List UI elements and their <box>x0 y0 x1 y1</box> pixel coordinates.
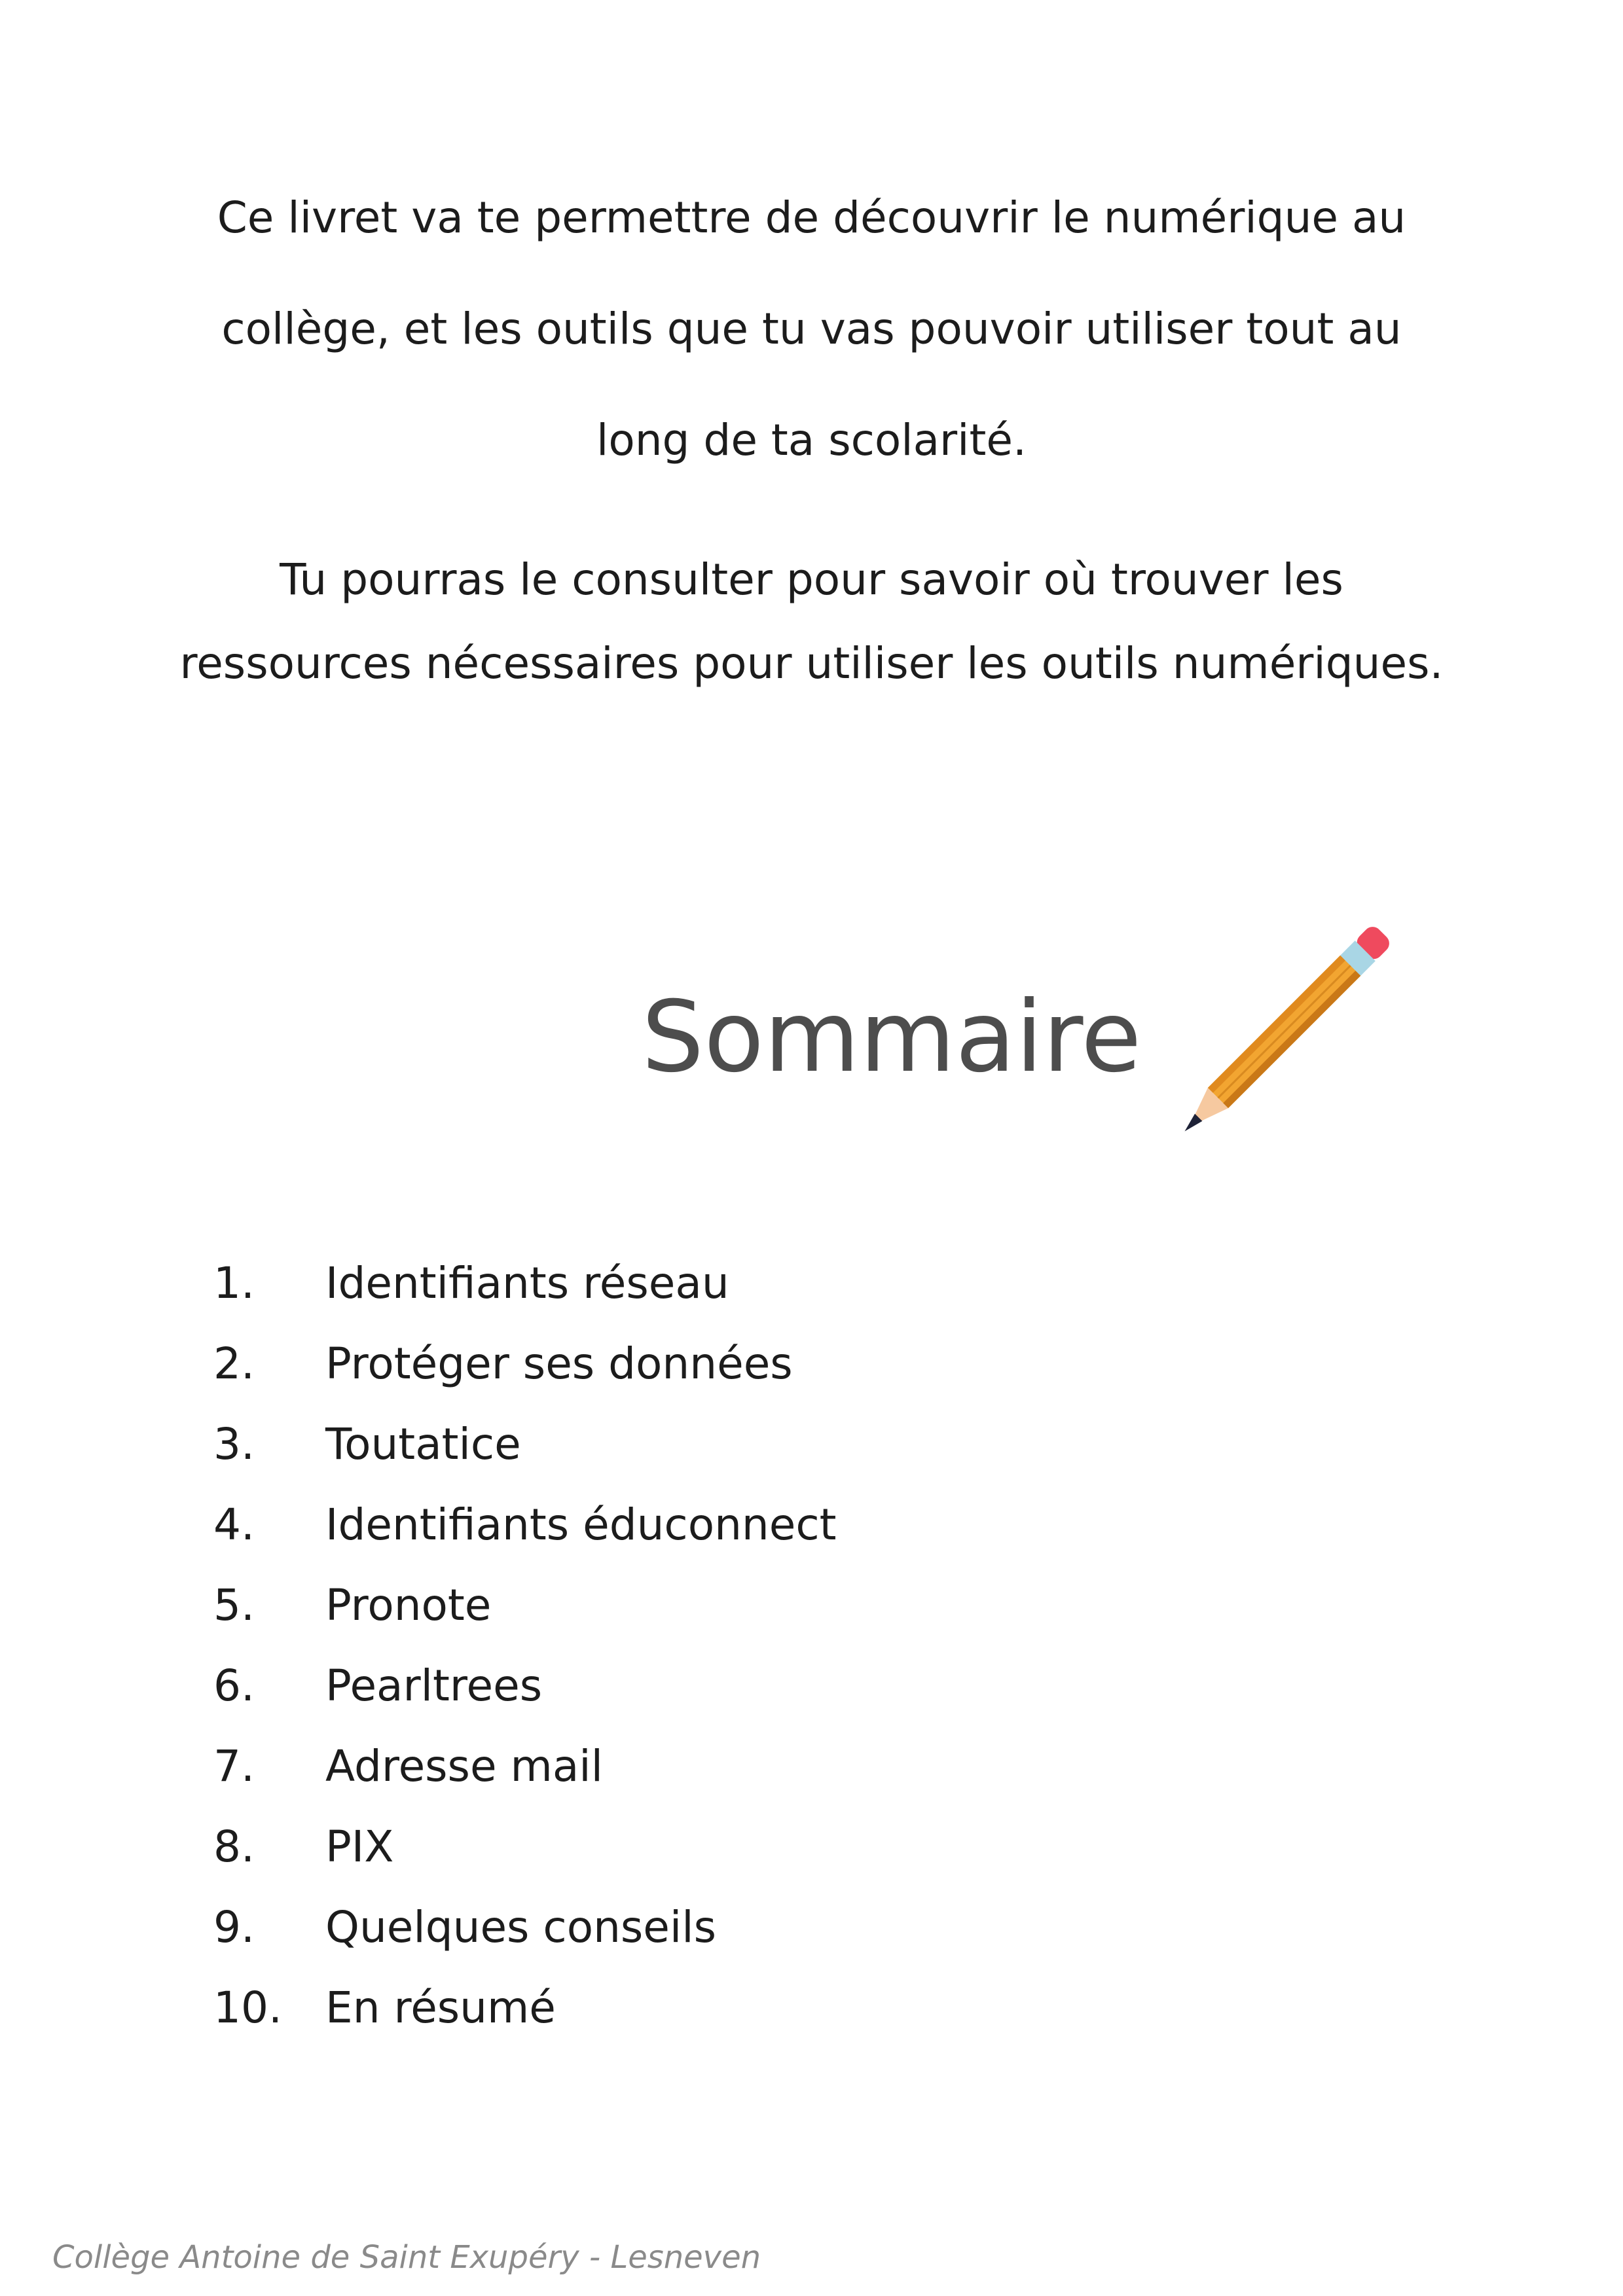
intro-line-5: ressources nécessaires pour utiliser les outils numériques. <box>179 638 1444 689</box>
summary-item-label: Identifiants éduconnect <box>325 1499 837 1550</box>
summary-item <box>0 1902 1623 1958</box>
summary-item-number: 8. <box>213 1821 255 1872</box>
intro-line-1: Ce livret va te permettre de découvrir le numérique au <box>217 192 1406 243</box>
summary-item <box>0 1741 1623 1797</box>
summary-item-number: 2. <box>213 1338 255 1389</box>
summary-item <box>0 1580 1623 1636</box>
summary-item <box>0 1338 1623 1395</box>
summary-item-label: Identifiants réseau <box>325 1258 729 1308</box>
summary-item <box>0 1982 1623 2039</box>
summary-item-label: Pearltrees <box>325 1660 543 1711</box>
summary-item-number: 7. <box>213 1741 255 1791</box>
summary-item <box>0 1821 1623 1878</box>
summary-item-label: PIX <box>325 1821 394 1872</box>
summary-item-label: Quelques conseils <box>325 1902 716 1952</box>
summary-item-number: 4. <box>213 1499 255 1550</box>
summary-item-number: 5. <box>213 1580 255 1630</box>
summary-item-label: Toutatice <box>325 1419 521 1469</box>
summary-item <box>0 1660 1623 1717</box>
summary-item-number: 10. <box>213 1982 282 2033</box>
intro-line-3: long de ta scolarité. <box>596 415 1027 465</box>
footer-text: Collège Antoine de Saint Exupéry - Lesneven <box>52 2239 761 2276</box>
summary-item-number: 6. <box>213 1660 255 1711</box>
summary-title: Sommaire <box>642 980 1142 1094</box>
summary-item <box>0 1499 1623 1556</box>
intro-line-4: Tu pourras le consulter pour savoir où trouver les <box>280 554 1343 605</box>
summary-item-label: Protéger ses données <box>325 1338 793 1389</box>
summary-item-number: 3. <box>213 1419 255 1469</box>
summary-item-label: Pronote <box>325 1580 492 1630</box>
summary-item-number: 9. <box>213 1902 255 1952</box>
summary-item-label: Adresse mail <box>325 1741 603 1791</box>
summary-item <box>0 1419 1623 1475</box>
summary-item-label: En résumé <box>325 1982 556 2033</box>
summary-item-number: 1. <box>213 1258 255 1308</box>
intro-line-2: collège, et les outils que tu vas pouvoir utiliser tout au <box>221 304 1402 354</box>
summary-item <box>0 1258 1623 1314</box>
